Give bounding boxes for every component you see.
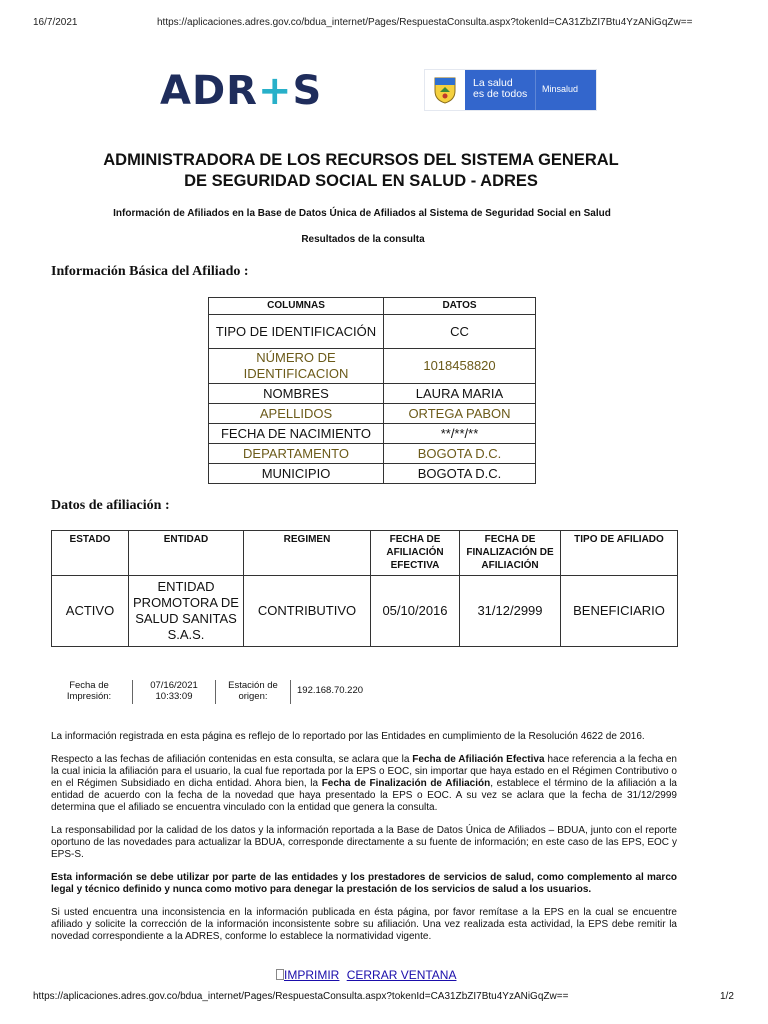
row-value: LAURA MARIA: [384, 384, 536, 404]
regimen-cell: CONTRIBUTIVO: [244, 576, 371, 647]
table-row: [52, 576, 678, 647]
table-row: [209, 349, 536, 384]
colombia-shield-icon: [425, 70, 465, 110]
page-title: ADMINISTRADORA DE LOS RECURSOS DEL SISTEMA GENERAL DE SEGURIDAD SOCIAL EN SALUD - ADRES: [103, 151, 619, 190]
estacion-label: Estación de origen:: [228, 680, 278, 702]
row-label: MUNICIPIO: [209, 464, 384, 484]
column-header: REGIMEN: [244, 531, 371, 576]
column-header: FECHA DE FINALIZACIÓN DE AFILIACIÓN: [460, 531, 561, 576]
print-info: [52, 680, 363, 704]
table-row: [209, 384, 536, 404]
column-header: DATOS: [384, 298, 536, 315]
print-url: https://aplicaciones.adres.gov.co/bdua_internet/Pages/RespuestaConsulta.aspx?tokenId=CA31ZbZI7Btu4YzANiGqZw==: [157, 17, 693, 28]
table-row: [209, 424, 536, 444]
broken-image-icon: [276, 969, 284, 980]
footer-url: https://aplicaciones.adres.gov.co/bdua_internet/Pages/RespuestaConsulta.aspx?tokenId=CA31ZbZI7Btu4YzANiGqZw==: [33, 991, 569, 1002]
row-value: BOGOTA D.C.: [384, 444, 536, 464]
row-label: TIPO DE IDENTIFICACIÓN: [209, 315, 384, 349]
fecha-impresion-label: Fecha de Impresión:: [66, 680, 112, 702]
paragraph: Si usted encuentra una inconsistencia en la información publicada en ésta página, por favor remítase a la EPS en la cual se encuentre afiliado y solicite la corrección de la información inconsistente sobre su afiliación. Una vez realizada esta actividad, la EPS debe remitir la novedad correspondiente a la ADRES, conforme lo establece la normatividad vigente.: [51, 907, 677, 942]
row-value: ORTEGA PABON: [384, 404, 536, 424]
disclaimer-text: [51, 731, 677, 954]
row-label: DEPARTAMENTO: [209, 444, 384, 464]
page-subtitle: Información de Afiliados en la Base de Datos Única de Afiliados al Sistema de Seguridad Social en Salud: [113, 208, 611, 219]
column-header: COLUMNAS: [209, 298, 384, 315]
row-value: BOGOTA D.C.: [384, 464, 536, 484]
print-date: 16/7/2021: [33, 17, 78, 28]
fecha-afiliacion-cell: 05/10/2016: [371, 576, 460, 647]
paragraph: Respecto a las fechas de afiliación contenidas en esta consulta, se aclara que la Fecha de Afiliación Efectiva hace referencia a la fecha en la cual inicia la afiliación para el usuario, la cual fue reportada por la EPS o EOC, sin importar que haya estado en el Régimen Contributivo o en el Régimen Subsidiado en dicha entidad. Ahora bien, la Fecha de Finalización de Afiliación, establece el término de la afiliación a la entidad de acuerdo con la fecha de la novedad que haya presentado la EPS o EOC. A su vez se aclara que la fecha de 31/12/2999 determina que el afiliado se encuentra vinculado con la entidad que genera la consulta.: [51, 754, 677, 813]
adres-logo: ADR+S: [160, 68, 323, 114]
close-window-link[interactable]: CERRAR VENTANA: [346, 968, 457, 982]
action-links: [276, 968, 456, 982]
table-header-row: [209, 298, 536, 315]
row-label: FECHA DE NACIMIENTO: [209, 424, 384, 444]
row-label: NOMBRES: [209, 384, 384, 404]
fecha-impresion-value: 07/16/2021 10:33:09: [150, 680, 198, 702]
entidad-cell: ENTIDAD PROMOTORA DE SALUD SANITAS S.A.S.: [129, 576, 244, 647]
basic-info-table: [208, 297, 536, 484]
tipo-afiliado-cell: BENEFICIARIO: [561, 576, 678, 647]
table-row: [209, 315, 536, 349]
table-row: [209, 404, 536, 424]
table-header-row: [52, 531, 678, 576]
row-value: 1018458820: [384, 349, 536, 384]
minsalud-logo: La salud es de todos Minsalud: [424, 69, 597, 111]
row-label: APELLIDOS: [209, 404, 384, 424]
results-label: Resultados de la consulta: [301, 234, 425, 245]
fecha-finalizacion-cell: 31/12/2999: [460, 576, 561, 647]
table-row: [209, 444, 536, 464]
column-header: FECHA DE AFILIACIÓN EFECTIVA: [371, 531, 460, 576]
column-header: ESTADO: [52, 531, 129, 576]
basic-info-heading: Información Básica del Afiliado :: [51, 264, 249, 279]
table-row: [209, 464, 536, 484]
estacion-value: 192.168.70.220: [297, 685, 364, 696]
column-header: ENTIDAD: [129, 531, 244, 576]
row-label: NÚMERO DE IDENTIFICACION: [209, 349, 384, 384]
row-value: CC: [384, 315, 536, 349]
paragraph: La responsabilidad por la calidad de los datos y la información reportada a la Base de Datos Única de Afiliados – BDUA, junto con el reporte oportuno de las novedades para actualizar la BDUA, corresponde directamente a su fuente de información; en este caso de las EPS, EOC y EPS-S.: [51, 825, 677, 860]
afiliacion-heading: Datos de afiliación :: [51, 498, 170, 513]
page-number: 1/2: [720, 991, 734, 1002]
paragraph: Esta información se debe utilizar por parte de las entidades y los prestadores de servicios de salud, como complemento al marco legal y técnico definido y nunca como motivo para denegar la prestación de los servicios de salud a los usuarios.: [51, 872, 677, 895]
row-value: **/**/**: [384, 424, 536, 444]
afiliacion-table: [51, 530, 678, 647]
print-link[interactable]: IMPRIMIR: [276, 968, 339, 982]
estado-cell: ACTIVO: [52, 576, 129, 647]
paragraph: La información registrada en esta página es reflejo de lo reportado por las Entidades en cumplimiento de la Resolución 4622 de 2016.: [51, 731, 645, 742]
column-header: TIPO DE AFILIADO: [561, 531, 678, 576]
